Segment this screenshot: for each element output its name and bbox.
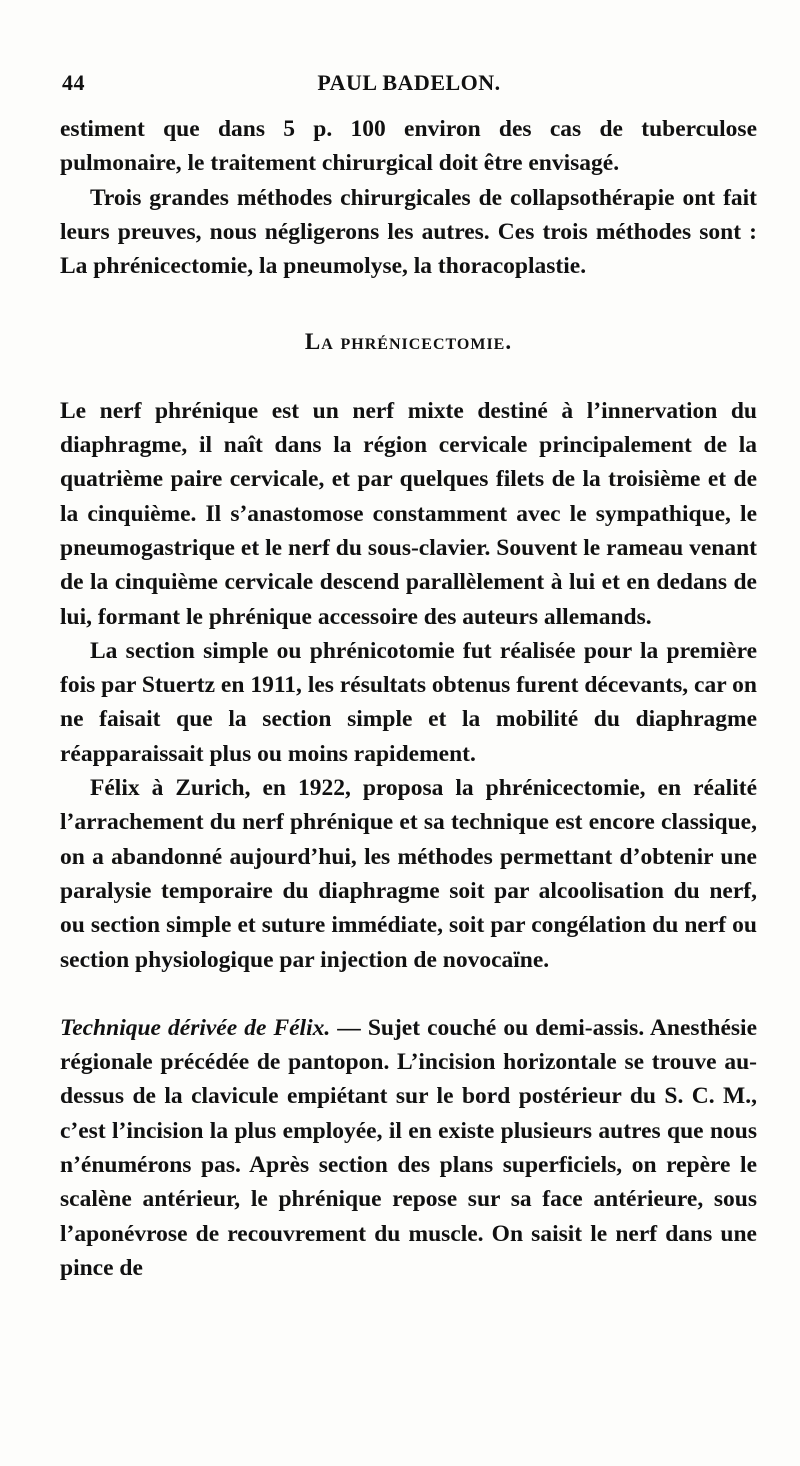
paragraph-spacer	[60, 977, 757, 1011]
page-number: 44	[62, 70, 85, 95]
running-head	[62, 70, 756, 100]
body-text	[60, 112, 757, 1285]
technique-text: — Sujet couché ou demi-assis. Anesthésie régionale précédée de pantopon. L’incision horizontale se trouve au-dessus de la clavicule empiétant sur le bord postérieur du S. C. M., c’est l’incision la plus employée, il en existe plusieurs autres que nous n’énumérons pas. Après section des plans superficiels, on repère le scalène antérieur, le phrénique repose sur sa face antérieure, sous l’aponévrose de recouvrement du muscle. On saisit le nerf dans une pince de	[60, 1014, 757, 1281]
running-title: PAUL BADELON.	[317, 70, 501, 95]
paragraph-phrenic-nerve: Le nerf phrénique est un nerf mixte destiné à l’innervation du diaphragme, il naît dans la région cervicale principalement de la quatrième paire cervicale, et par quelques filets de la troisième et de la cinquième. Il s’anastomose constamment avec le sympathique, le pneumogastrique et le nerf du sous-clavier. Souvent le rameau venant de la cinquième cervicale descend parallèlement à lui et en dedans de lui, formant le phrénique accessoire des auteurs allemands.	[60, 397, 757, 630]
section-heading: La phrénicectomie.	[304, 329, 513, 355]
paragraph-continuation: estiment que dans 5 p. 100 environ des cas de tuberculose pulmonaire, le traitement chirurgical doit être envisagé.	[60, 116, 757, 177]
paragraph-felix: Félix à Zurich, en 1922, proposa la phrénicectomie, en réalité l’arrachement du nerf phrénique et sa technique est encore classique, on a abandonné aujourd’hui, les méthodes permettant d’obtenir une paralysie temporaire du diaphragme soit par alcoolisation du nerf, ou section simple et suture immédiate, soit par congélation du nerf ou section physiologique par injection de novocaïne.	[60, 775, 757, 973]
paragraph-phrenicotomy: La section simple ou phrénicotomie fut réalisée pour la première fois par Stuertz en 1911, les résultats obtenus furent décevants, car on ne faisait que la section simple et la mobilité du diaphragme réapparaissait plus ou moins rapidement.	[60, 637, 757, 767]
technique-run-in-title: Technique dérivée de Félix.	[60, 1014, 331, 1041]
paragraph-technique	[60, 1011, 757, 1285]
paragraph-methods: Trois grandes méthodes chirurgicales de collapsothérapie ont fait leurs preuves, nous négligerons les autres. Ces trois méthodes sont : La phrénicectomie, la pneumolyse, la thoracoplastie.	[60, 184, 757, 280]
